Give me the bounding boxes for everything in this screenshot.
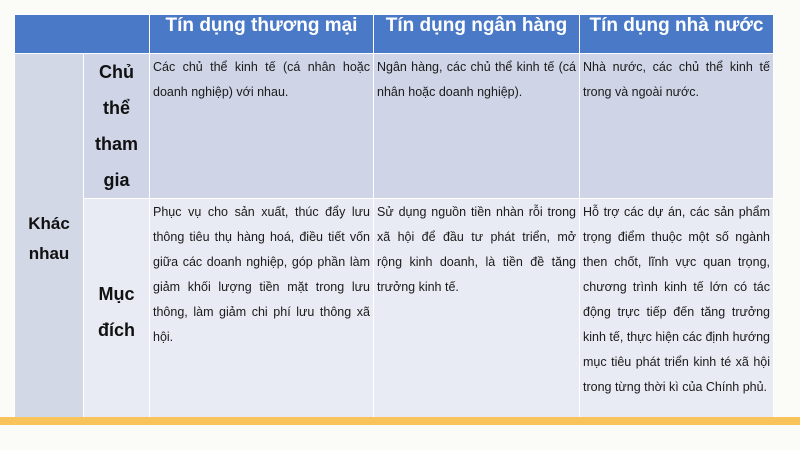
cell-purpose-commercial: [150, 199, 374, 425]
accent-bar: [0, 417, 800, 425]
row-label-participants: Chủ thể tham gia: [84, 54, 150, 199]
cell-text: Các chủ thể kinh tế (cá nhân hoặc doanh nghiệp) với nhau.: [153, 60, 370, 99]
cell-text: Phục vụ cho sản xuất, thúc đẩy lưu thông tiêu thụ hàng hoá, điều tiết vốn giữa các doanh nghiệp, góp phần làm giảm khối lượng tiền mặt trong lưu thông, làm giảm chi phí lưu thông xã hội.: [153, 205, 370, 344]
table-row-participants: [15, 54, 774, 199]
header-row: [15, 15, 774, 54]
cell-purpose-bank: [374, 199, 580, 425]
table-row-purpose: [15, 199, 774, 425]
cell-purpose-state: [580, 199, 774, 425]
cell-text: Sử dụng nguồn tiền nhàn rỗi trong xã hội để đầu tư phát triển, mở rộng kinh doanh, là tiền đề tăng trưởng kinh tế.: [377, 205, 576, 294]
cell-participants-bank: [374, 54, 580, 199]
cell-text: Hỗ trợ các dự án, các sản phẩm trọng điểm thuộc một số ngành then chốt, lĩnh vực quan trọng, chương trình kinh tế lớn có tác động trực tiếp đến tăng trưởng kinh tế, thực hiện các định hướng mục tiêu phát triển kinh té xã hội trong từng thời kì của Chính phủ.: [583, 205, 770, 394]
header-state-credit: Tín dụng nhà nước: [580, 15, 774, 54]
cell-participants-commercial: [150, 54, 374, 199]
cell-text: Ngân hàng, các chủ thể kinh tế (cá nhân hoặc doanh nghiệp).: [377, 60, 576, 99]
cell-text: Nhà nước, các chủ thể kinh tế trong và ngoài nước.: [583, 60, 770, 99]
header-bank-credit: Tín dụng ngân hàng: [374, 15, 580, 54]
cell-participants-state: [580, 54, 774, 199]
group-label-differences: Khác nhau: [15, 54, 84, 425]
comparison-table: [14, 14, 774, 425]
row-label-purpose: Mục đích: [84, 199, 150, 425]
header-blank-cell: [15, 15, 150, 54]
header-commercial-credit: Tín dụng thương mại: [150, 15, 374, 54]
